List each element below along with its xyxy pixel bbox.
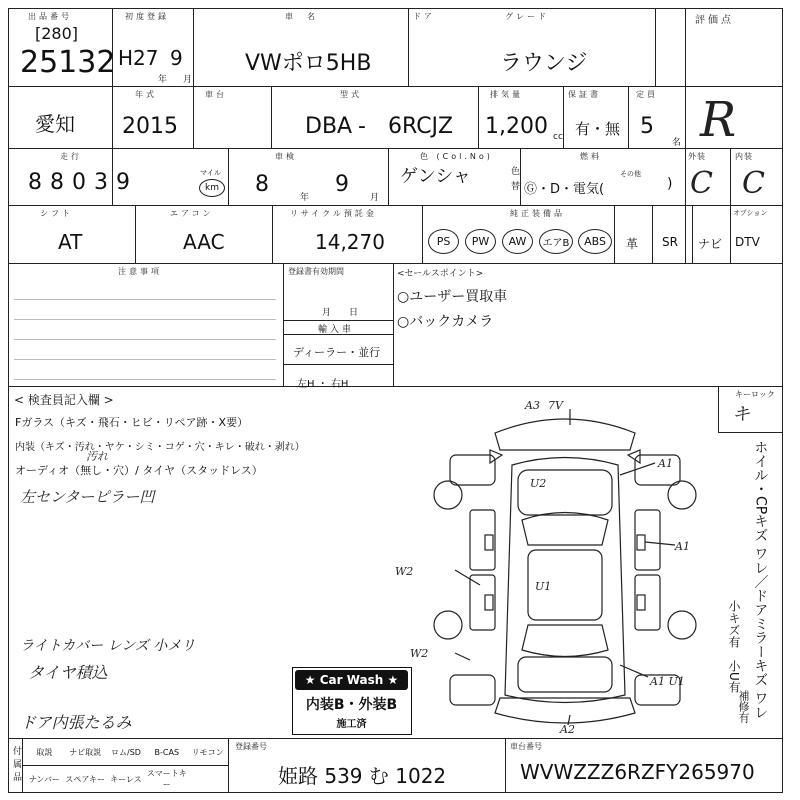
exterior-score: C [690,166,713,201]
displacement: 1,200 [485,114,548,139]
lot-number: 25132 [20,45,116,80]
mark-left-rear: W2 [410,647,429,660]
mark-left-door: W2 [395,565,414,578]
model-year: 2015 [122,114,178,139]
first-reg-era: H27 [118,46,159,70]
record-import-title: 輸入車 [318,325,355,335]
mark-rear: A2 [560,723,575,736]
label-warranty: 保証書 [568,90,601,99]
first-reg-month: 9 [170,46,183,70]
label-sales-points: <セールスポイント> [397,269,484,279]
label-aircon: エアコン [170,209,214,218]
mark-hood: U2 [530,477,547,490]
fuel-close: ) [667,176,673,192]
equip-ps: PS [428,229,459,254]
inspection-year: 8 [255,172,269,197]
mileage-unit-top: マイル [200,169,221,177]
label-mileage: 走行 [60,152,82,161]
footer-accessories-row1 [24,740,228,764]
car-wash-title: ★ Car Wash ★ [295,670,408,690]
mileage-digits [28,170,130,195]
car-wash-done: 施工済 [336,719,367,730]
equip-pw: PW [465,229,496,254]
label-inspection: 車検 [275,152,297,161]
equip-navi: ナビ [698,237,723,251]
label-displacement: 排気量 [490,90,523,99]
label-year: 年式 [135,90,157,99]
car-wash-grade: 内装B・外装B [305,697,398,713]
sales-point-2: ○バックカメラ [397,314,494,330]
label-first-reg: 初度登録 [125,12,169,21]
handwritten-note-tire: タイヤ積込 [28,663,108,682]
accessory-rom: ロム/SD [111,747,141,757]
side-damage-text: ホイル・CPキズ ワレ／ドアミラーキズ ワレ [752,440,769,720]
accessory-bcas: B-CAS [154,747,180,757]
inspection-month: 9 [335,172,349,197]
equip-abs: ABS [578,229,612,254]
accessory-remote: リモコン [191,747,224,757]
displacement-unit: cc [553,132,563,142]
seats-unit: 名 [672,138,682,148]
handwritten-note-door: ドア内張たるみ [20,713,132,732]
inspection-month-unit: 月 [370,193,380,203]
label-score: 評価点 [695,15,734,26]
handwritten-scribble: 汚れ [86,450,108,463]
car-name: VWポロ5HB [245,51,372,76]
mark-right-door: A1 [675,540,690,553]
mark-front: A3 [525,399,540,412]
label-seats: 定員 [636,90,658,99]
mark-roof: U1 [535,580,552,593]
label-fuel: 燃料 [580,152,602,161]
first-reg-month-unit: 月 [183,75,193,85]
accessory-manual: 取説 [36,747,53,757]
label-car-name: 車 名 [285,12,318,21]
mileage-digit: 0 [72,170,86,195]
label-equipment: 純正装備品 [510,209,565,218]
color-change-label: 色替 [509,166,519,196]
warranty: 有・無 [575,120,621,138]
record-month-day: 月 日 [322,308,359,318]
side-repair-text: 補修有 [737,690,750,723]
label-shift: シフト [40,209,73,218]
equip-airbag: エアB [539,229,573,254]
model-dash: - [358,114,366,139]
label-color: 色 (Col.No) [420,152,493,161]
handwritten-note-lens: ライトカバー レンズ 小メリ [20,638,196,654]
accessory-spare-key: スペアキー [65,774,106,784]
footer-side-label: 付属品 [11,746,21,785]
seats: 5 [640,114,654,139]
aircon: AAC [183,230,225,254]
accessory-keyless: キーレス [110,774,142,784]
equip-dtv: DTV [735,235,760,249]
interior-score: C [742,166,765,201]
vin-number: WVWZZZ6RZFY265970 [520,760,755,784]
equip-aw: AW [502,229,533,254]
recycle-fee: 14,270 [315,230,385,254]
model-prefix: DBA [305,114,353,139]
mark-right-rear: A1 U1 [650,675,685,688]
label-option: オプション [733,209,768,217]
side-small-text: 小キズ有 小U有 [727,600,741,693]
accessory-smart-key: スマートキー [146,769,187,789]
label-lot: 出品番号 [28,12,72,21]
car-diagram [395,395,710,736]
lot-sub: [280] [35,24,79,43]
record-steering: 左H ・ 右H [297,379,349,390]
registration-number: 姫路 539 む 1022 [278,764,447,788]
label-reg-number: 登録番号 [235,742,267,751]
mileage-digit: 8 [50,170,64,195]
sales-point-1: ○ユーザー買取車 [397,289,508,305]
inspection-year-unit: 年 [300,193,310,203]
label-record: 登録書有効期間 [288,267,344,276]
accessory-navi-manual: ナビ取説 [69,747,102,757]
label-door: ドア [413,12,435,21]
mileage-digit: 3 [94,170,108,195]
inspector-line-audio: オーディオ（無し・穴）/ タイヤ（スタッドレス） [15,464,263,477]
accessory-plate: ナンバー [28,774,60,784]
first-reg-year-unit: 年 [158,75,168,85]
fuel-options: Ⓖ・D・電気( [524,182,605,197]
fuel-other: その他 [620,170,641,178]
mileage-digit: 9 [116,170,130,195]
mileage-unit-km: km [199,179,225,197]
mileage-digit: 8 [28,170,42,195]
record-dealer: ディーラー・並行 [293,346,381,359]
label-grade: グレード [505,12,549,21]
label-notes: 注意事項 [118,267,162,276]
color: ゲンシャ [400,166,471,187]
label-model: 型式 [340,90,362,99]
label-key-lock: キーロック [735,390,775,399]
score-value: R [700,92,737,148]
key-lock-mark: キ [732,404,750,425]
notes-rules [14,280,276,380]
region: 愛知 [35,112,75,136]
inspector-line-interior: 内装（キズ・汚れ・ヤケ・シミ・コゲ・穴・キレ・破れ・剥れ） [15,442,305,453]
mark-right-front: A1 [658,457,673,470]
label-interior: 内装 [735,152,753,161]
car-wash-stamp [292,667,412,735]
label-vin: 車台番号 [510,742,542,751]
label-reg-class: 車台 [205,90,227,99]
equip-leather: 革 [626,237,639,251]
shift: AT [58,230,83,254]
footer-accessories-row2 [24,767,228,791]
label-recycle: リサイクル預託金 [290,209,377,218]
inspector-line-glass: Fガラス（キズ・飛石・ヒビ・リペア跡・X要） [15,416,249,429]
equip-sunroof: SR [662,235,678,249]
handwritten-note-pillar: 左センターピラー凹 [20,488,155,506]
mark-front-text: 7V [548,399,563,412]
grade: ラウンジ [500,51,588,76]
label-inspector: < 検査員記入欄 > [14,393,114,407]
label-exterior: 外装 [688,152,706,161]
model-code: 6RCJZ [388,114,454,139]
